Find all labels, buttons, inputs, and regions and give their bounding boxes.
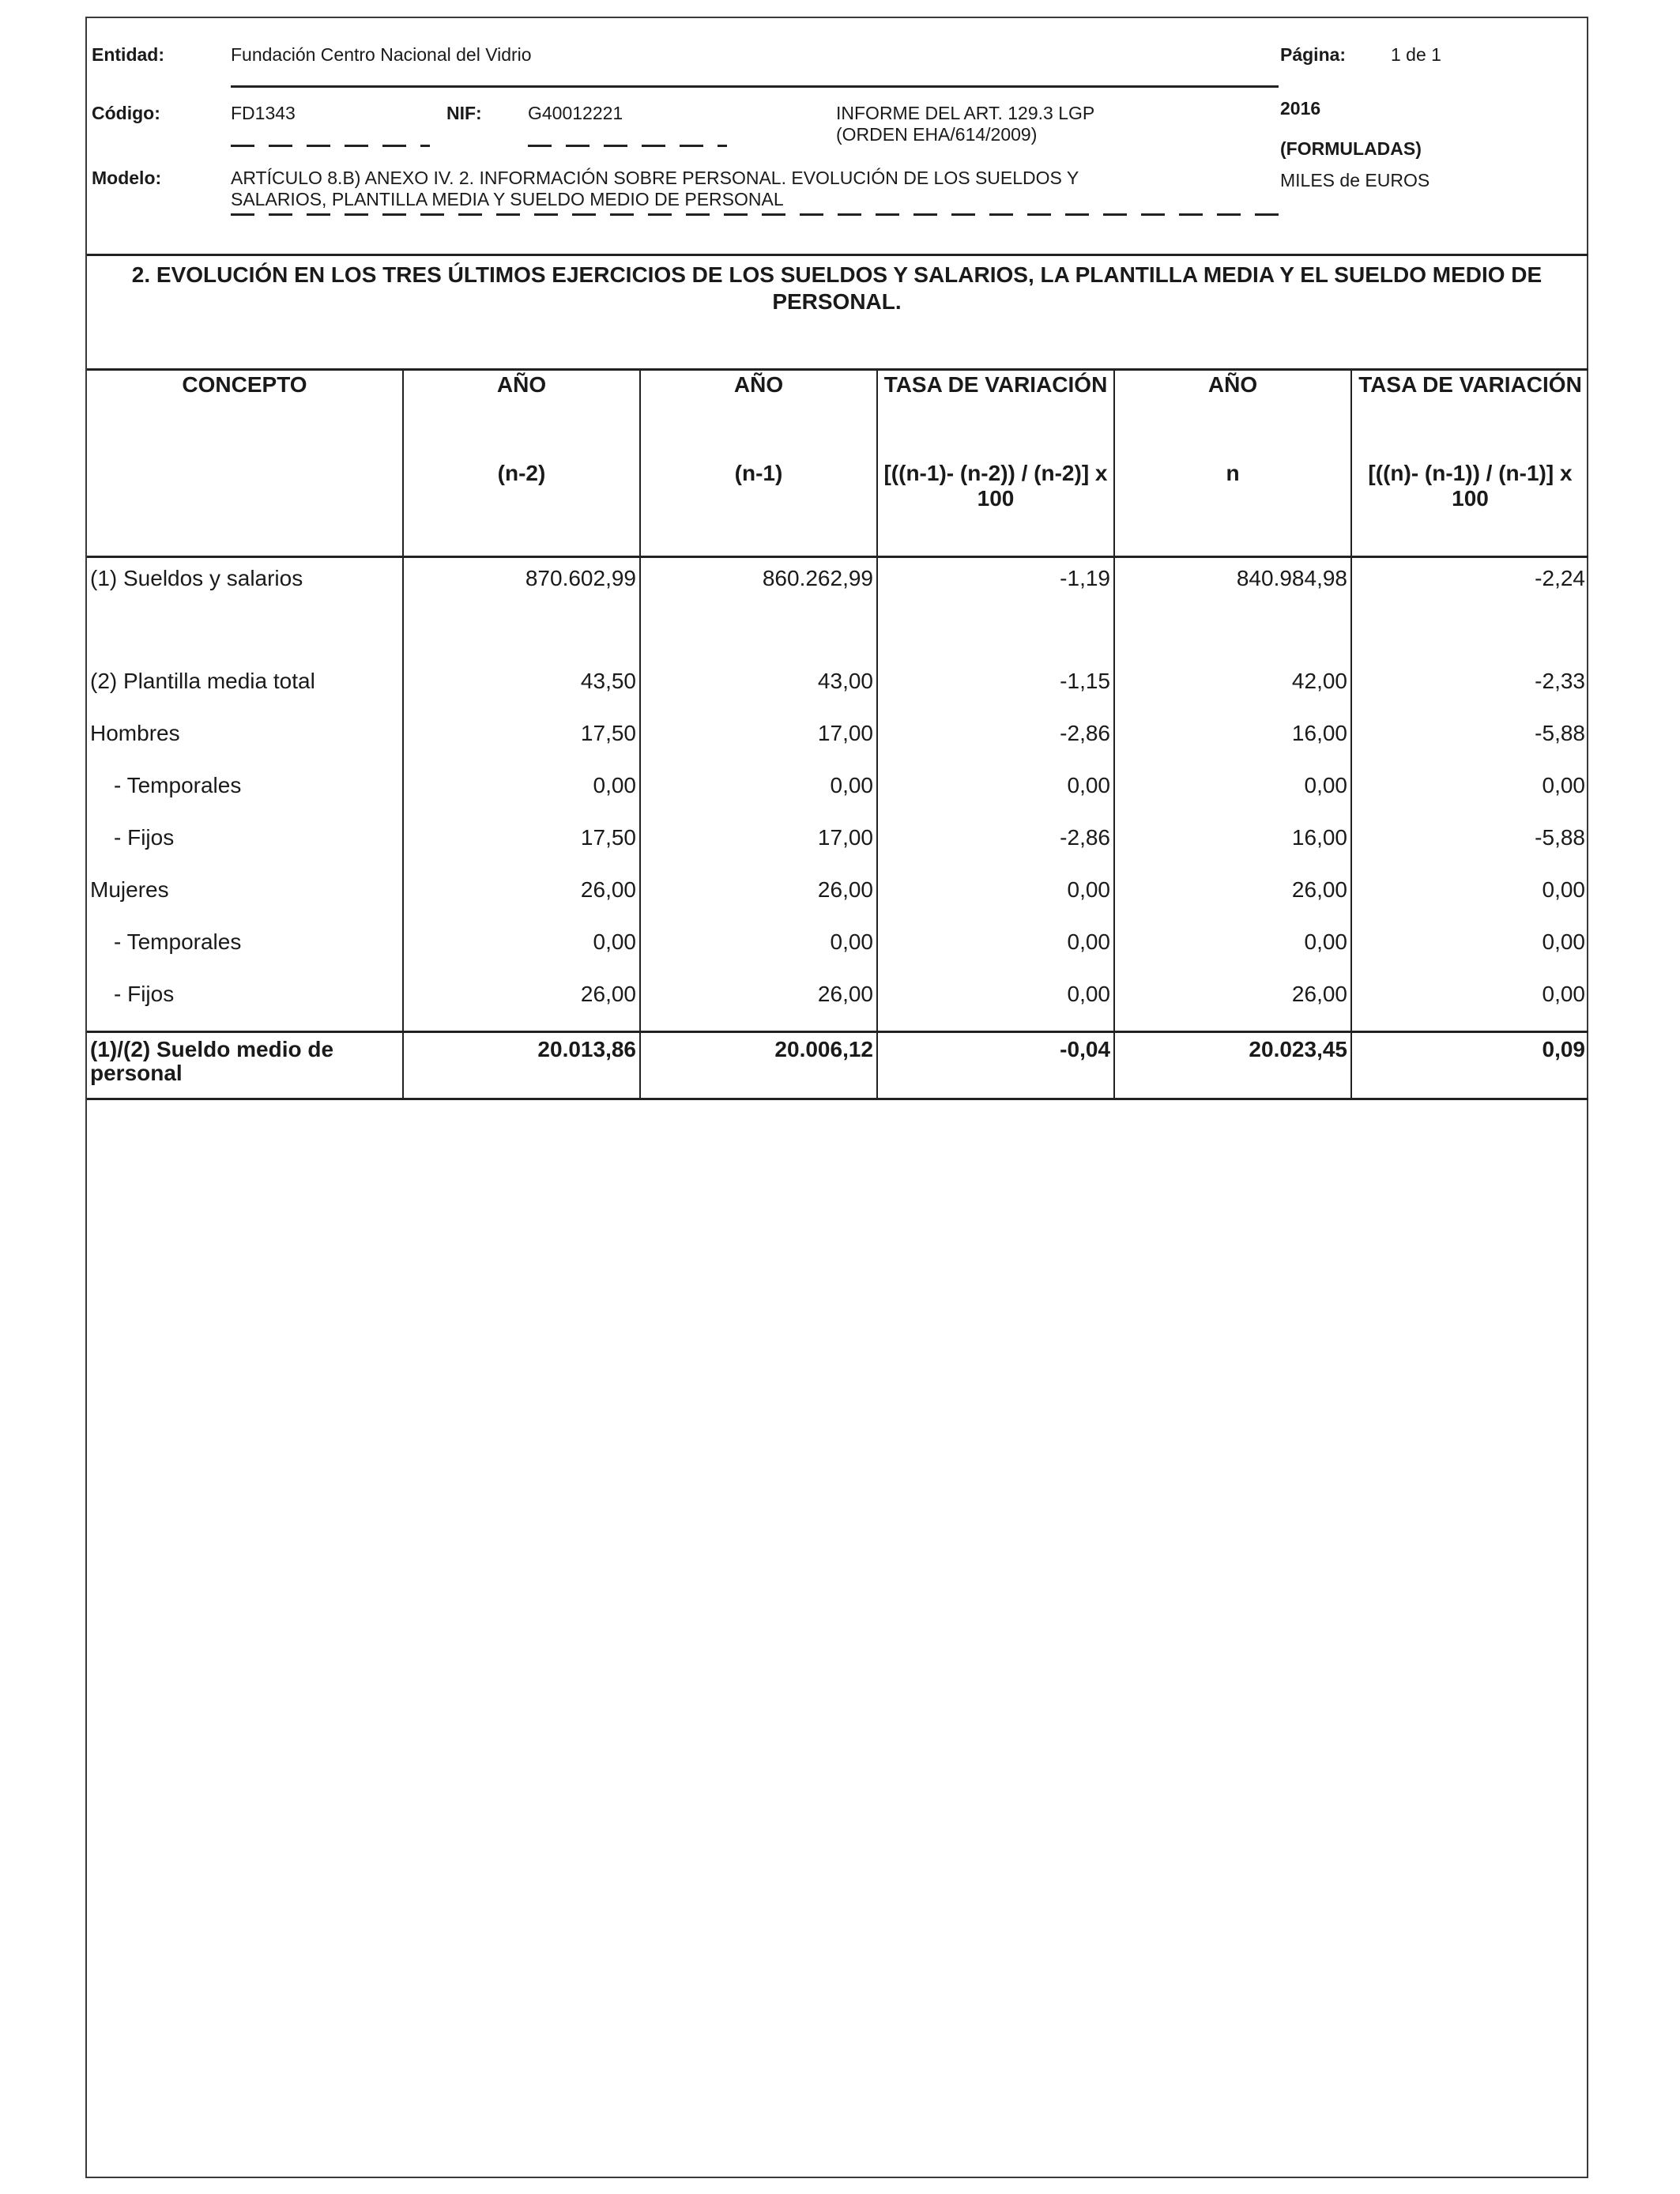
table-header-row bbox=[87, 370, 1588, 462]
personnel-table bbox=[87, 368, 1588, 1100]
table-row bbox=[87, 822, 1588, 874]
row-value: -5,88 bbox=[1351, 822, 1588, 874]
row-value: -2,86 bbox=[877, 718, 1114, 770]
row-value: 42,00 bbox=[1114, 665, 1351, 718]
informe-line1: INFORME DEL ART. 129.3 LGP bbox=[836, 103, 1095, 123]
row-value: -1,15 bbox=[877, 665, 1114, 718]
row-value: 0,00 bbox=[1351, 926, 1588, 978]
table-row bbox=[87, 718, 1588, 770]
informe-line2: (ORDEN EHA/614/2009) bbox=[836, 124, 1038, 145]
col-header-anio-n2: AÑO bbox=[403, 370, 640, 462]
total-value: 20.006,12 bbox=[640, 1032, 877, 1099]
row-value: 0,00 bbox=[640, 926, 877, 978]
row-value: -2,33 bbox=[1351, 665, 1588, 718]
row-value: 0,00 bbox=[1351, 770, 1588, 822]
row-value: 0,00 bbox=[1351, 874, 1588, 926]
row-value: 26,00 bbox=[1114, 978, 1351, 1032]
col-header-concepto: CONCEPTO bbox=[87, 370, 403, 462]
row-concept: (1) Sueldos y salarios bbox=[90, 566, 303, 590]
row-value: 26,00 bbox=[403, 874, 640, 926]
total-value: 0,09 bbox=[1351, 1032, 1588, 1099]
row-value: 0,00 bbox=[1114, 770, 1351, 822]
section-title bbox=[87, 262, 1587, 315]
year-value: 2016 bbox=[1280, 98, 1321, 119]
row-value: 26,00 bbox=[403, 978, 640, 1032]
total-value: -0,04 bbox=[877, 1032, 1114, 1099]
table-row bbox=[87, 978, 1588, 1032]
row-value: 0,00 bbox=[877, 978, 1114, 1032]
codigo-label: Código: bbox=[92, 103, 160, 123]
row-value: 0,00 bbox=[1351, 978, 1588, 1032]
table-row bbox=[87, 665, 1588, 718]
modelo-line1: ARTÍCULO 8.B) ANEXO IV. 2. INFORMACIÓN SOBRE PERSONAL. EVOLUCIÓN DE LOS SUELDOS Y bbox=[231, 168, 1079, 188]
table-row bbox=[87, 926, 1588, 978]
row-concept: - Temporales bbox=[114, 929, 242, 954]
table-subheader-row bbox=[87, 461, 1588, 557]
row-value: 840.984,98 bbox=[1114, 557, 1351, 666]
col-header-anio-n: AÑO bbox=[1114, 370, 1351, 462]
row-concept: - Fijos bbox=[114, 825, 175, 850]
row-value: 26,00 bbox=[640, 874, 877, 926]
section-title-line1: 2. EVOLUCIÓN EN LOS TRES ÚLTIMOS EJERCICIOS DE LOS SUELDOS Y SALARIOS, LA PLANTILLA MEDIA Y EL SUELDO MEDIO DE bbox=[131, 262, 1543, 287]
total-concept: (1)/(2) Sueldo medio de personal bbox=[87, 1032, 403, 1099]
nif-value: G40012221 bbox=[528, 103, 623, 123]
pagina-value: 1 de 1 bbox=[1391, 44, 1441, 65]
nif-dashline bbox=[528, 145, 727, 147]
pagina-label: Página: bbox=[1280, 44, 1347, 65]
row-value: 0,00 bbox=[403, 926, 640, 978]
row-value: 870.602,99 bbox=[403, 557, 640, 666]
unidades-label: MILES de EUROS bbox=[1280, 170, 1430, 190]
section-title-line2: PERSONAL. bbox=[772, 289, 902, 314]
formuladas-label: (FORMULADAS) bbox=[1280, 138, 1422, 159]
row-concept: Mujeres bbox=[90, 877, 169, 902]
modelo-dashline bbox=[231, 213, 1279, 216]
row-value: 43,50 bbox=[403, 665, 640, 718]
row-concept: - Temporales bbox=[114, 773, 242, 797]
col-subheader-formula-2: [((n)- (n-1)) / (n-1)] x 100 bbox=[1351, 461, 1588, 557]
row-value: 43,00 bbox=[640, 665, 877, 718]
table-row bbox=[87, 874, 1588, 926]
row-value: 17,50 bbox=[403, 718, 640, 770]
row-value: 0,00 bbox=[877, 770, 1114, 822]
header-divider bbox=[87, 254, 1588, 256]
row-concept: (2) Plantilla media total bbox=[90, 669, 315, 693]
row-value: 16,00 bbox=[1114, 718, 1351, 770]
total-value: 20.013,86 bbox=[403, 1032, 640, 1099]
row-value: 17,00 bbox=[640, 822, 877, 874]
entidad-value: Fundación Centro Nacional del Vidrio bbox=[231, 44, 532, 65]
col-header-anio-n1: AÑO bbox=[640, 370, 877, 462]
modelo-line2: SALARIOS, PLANTILLA MEDIA Y SUELDO MEDIO DE PERSONAL bbox=[231, 189, 784, 209]
report-frame bbox=[85, 17, 1588, 2178]
entidad-label: Entidad: bbox=[92, 44, 164, 65]
row-value: -5,88 bbox=[1351, 718, 1588, 770]
codigo-dashline bbox=[231, 145, 430, 147]
row-value: 0,00 bbox=[877, 874, 1114, 926]
row-value: 0,00 bbox=[640, 770, 877, 822]
row-value: -1,19 bbox=[877, 557, 1114, 666]
col-subheader-n1: (n-1) bbox=[640, 461, 877, 557]
row-value: 16,00 bbox=[1114, 822, 1351, 874]
col-subheader-concepto bbox=[87, 461, 403, 557]
row-value: -2,24 bbox=[1351, 557, 1588, 666]
total-value: 20.023,45 bbox=[1114, 1032, 1351, 1099]
nif-label: NIF: bbox=[446, 103, 482, 123]
table-row bbox=[87, 557, 1588, 666]
col-subheader-n: n bbox=[1114, 461, 1351, 557]
codigo-value: FD1343 bbox=[231, 103, 296, 123]
row-value: 0,00 bbox=[1114, 926, 1351, 978]
modelo-label: Modelo: bbox=[92, 168, 162, 188]
row-value: 17,00 bbox=[640, 718, 877, 770]
row-value: 17,50 bbox=[403, 822, 640, 874]
col-header-tasa-1: TASA DE VARIACIÓN bbox=[877, 370, 1114, 462]
row-value: 0,00 bbox=[403, 770, 640, 822]
col-subheader-formula-1: [((n-1)- (n-2)) / (n-2)] x 100 bbox=[877, 461, 1114, 557]
col-subheader-n2: (n-2) bbox=[403, 461, 640, 557]
row-value: 860.262,99 bbox=[640, 557, 877, 666]
row-value: 0,00 bbox=[877, 926, 1114, 978]
table-total-row bbox=[87, 1032, 1588, 1099]
col-header-tasa-2: TASA DE VARIACIÓN bbox=[1351, 370, 1588, 462]
row-concept: - Fijos bbox=[114, 982, 175, 1006]
entidad-underline bbox=[231, 85, 1279, 88]
row-value: 26,00 bbox=[640, 978, 877, 1032]
row-value: 26,00 bbox=[1114, 874, 1351, 926]
row-concept: Hombres bbox=[90, 721, 180, 745]
row-value: -2,86 bbox=[877, 822, 1114, 874]
table-row bbox=[87, 770, 1588, 822]
